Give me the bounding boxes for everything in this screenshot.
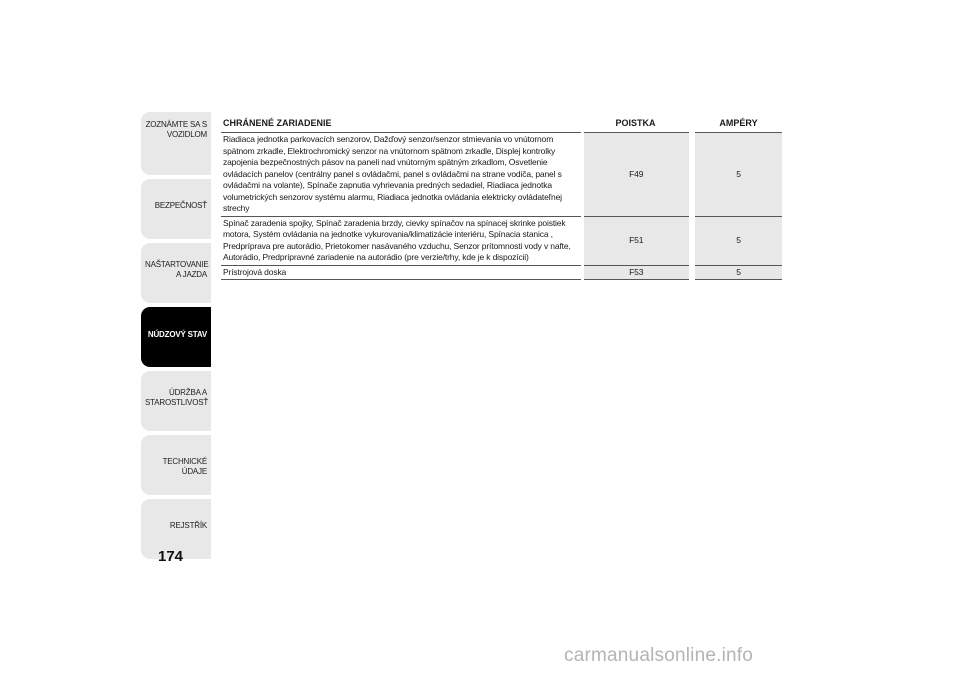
- header-amperes: AMPÉRY: [692, 115, 782, 133]
- cell-amperes: 5: [692, 216, 782, 265]
- tab-nastartovanie-a-jazda[interactable]: [141, 243, 211, 303]
- tab-udrzba-a-starostlivost[interactable]: [141, 371, 211, 431]
- cell-fuse: F53: [582, 265, 692, 280]
- fuse-table: [221, 115, 782, 280]
- tab-label: NAŠTARTOVANIE A JAZDA: [145, 260, 209, 279]
- watermark: carmanualsonline.info: [564, 645, 754, 666]
- tab-label: ÚDRŽBA A STAROSTLIVOSŤ: [145, 388, 209, 407]
- cell-device: Prístrojová doska: [221, 265, 582, 280]
- cell-amperes: 5: [692, 265, 782, 280]
- cell-device: Spínač zaradenia spojky, Spínač zaradenia brzdy, cievky spínačov na spínacej skrinke poistiek motora, Systém ovládania na jednotke vykurovania/klimatizácie interiéru, Spínacia stanica , Predpríprava pre autorádio, Prietokomer nasávaného vzduchu, Senzor prítomnosti vody v nafte, Autorádio, Predprípravné zariadenie na autorádio (pre verzie/trhy, kde je k dispozícii): [221, 216, 582, 265]
- tab-label: ZOZNÁMTE SA S VOZIDLOM: [145, 120, 207, 139]
- cell-fuse: F51: [582, 216, 692, 265]
- tab-label: NÚDZOVÝ STAV: [147, 330, 207, 339]
- cell-fuse: F49: [582, 133, 692, 217]
- cell-amperes: 5: [692, 133, 782, 217]
- header-fuse: POISTKA: [582, 115, 692, 133]
- page-number: 174: [158, 548, 184, 565]
- table-row: [221, 265, 782, 280]
- tab-zoznamte-sa-s-vozidlom[interactable]: [141, 112, 211, 175]
- tab-technicke-udaje[interactable]: [141, 435, 211, 495]
- table-header-row: [221, 115, 782, 133]
- table-row: [221, 133, 782, 217]
- tab-nudzovy-stav[interactable]: [141, 307, 211, 367]
- cell-device: Riadiaca jednotka parkovacích senzorov, Dažďový senzor/senzor stmievania vo vnútornom spätnom zrkadle, Elektrochromický senzor na vnútornom spätnom zrkadle, Displej kontrolky zapojenia bezpečnostných pásov na paneli nad vnútorným spätným zrkadlom, Osvetlenie ovládacích panelov (centrálny panel s ovládačmi, panel s ovládačmi na strane vodiča, panel s ovládačmi na volante), Spínače zapnutia vyhrievania predných sedadiel, Riadiaca jednotka volumetrických senzorov systému alarmu, Riadiaca jednotka ovládania elektricky ovládateľnej strechy: [221, 133, 582, 217]
- tab-label: BEZPEČNOSŤ: [154, 201, 207, 210]
- tab-label: REJSTŘÍK: [169, 521, 207, 530]
- header-protected-device: CHRÁNENÉ ZARIADENIE: [221, 115, 582, 133]
- fuse-table-container: [221, 115, 782, 280]
- tab-label: TECHNICKÉ ÚDAJE: [162, 457, 207, 476]
- tab-bezpecnost[interactable]: [141, 179, 211, 239]
- table-row: [221, 216, 782, 265]
